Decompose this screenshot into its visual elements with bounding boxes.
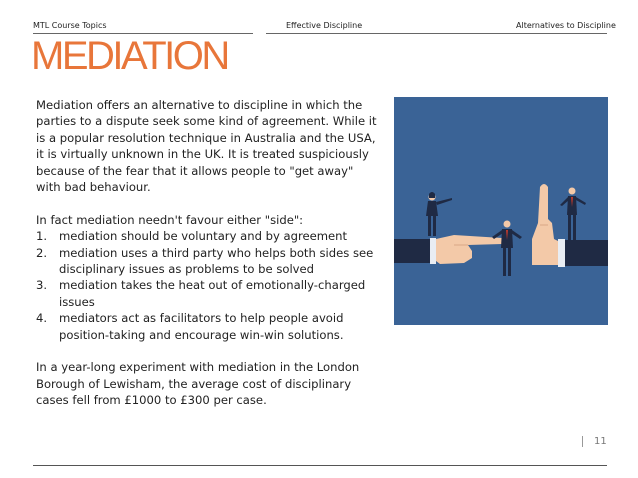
left-sleeve: [394, 239, 432, 263]
page-number: 11: [594, 436, 607, 447]
intro-paragraph: Mediation offers an alternative to discipline in which the parties to a dispute seek some kind of agreement. While it is a popular resolution technique in Australia and the USA, it is virtually unknown in the UK. It is treated suspiciously because of the fear that it allows people to "get away" with bad behaviour.: [36, 98, 377, 195]
list-intro: In fact mediation needn't favour either "side":: [36, 212, 304, 227]
left-cuff: [430, 238, 436, 264]
pointing-hand: [436, 235, 505, 264]
page-number-separator: [582, 436, 583, 447]
list-item: 4. mediators act as facilitators to help people avoid position-taking and encourage win-win solutions.: [36, 311, 344, 342]
header-course-topics: MTL Course Topics: [33, 21, 107, 30]
mediation-points-list: [36, 228, 381, 343]
list-item: 3. mediation takes the heat out of emotionally-charged issues: [36, 278, 366, 309]
page-title: MEDIATION: [31, 34, 228, 78]
list-item: 1. mediation should be voluntary and by agreement: [36, 229, 348, 244]
header-section-title: Effective Discipline: [286, 21, 363, 30]
woman-figure: [426, 192, 452, 236]
right-sleeve: [564, 240, 608, 266]
body-text: [36, 97, 381, 409]
closing-paragraph: In a year-long experiment with mediation in the London Borough of Lewisham, the average cost of disciplinary cases fell from £1000 to £300 per case.: [36, 360, 360, 408]
mediation-illustration: [394, 97, 608, 325]
header-topic-title: Alternatives to Discipline: [516, 21, 616, 30]
mediation-illustration-svg: [394, 97, 608, 325]
man-figure-right: [560, 188, 586, 242]
header-rule-right: [266, 33, 607, 34]
footer-rule: [33, 465, 607, 466]
mediator-figure: [492, 221, 522, 277]
list-item: 2. mediation uses a third party who helps both sides see disciplinary issues as problems to be solved: [36, 245, 374, 277]
right-cuff: [558, 239, 565, 267]
